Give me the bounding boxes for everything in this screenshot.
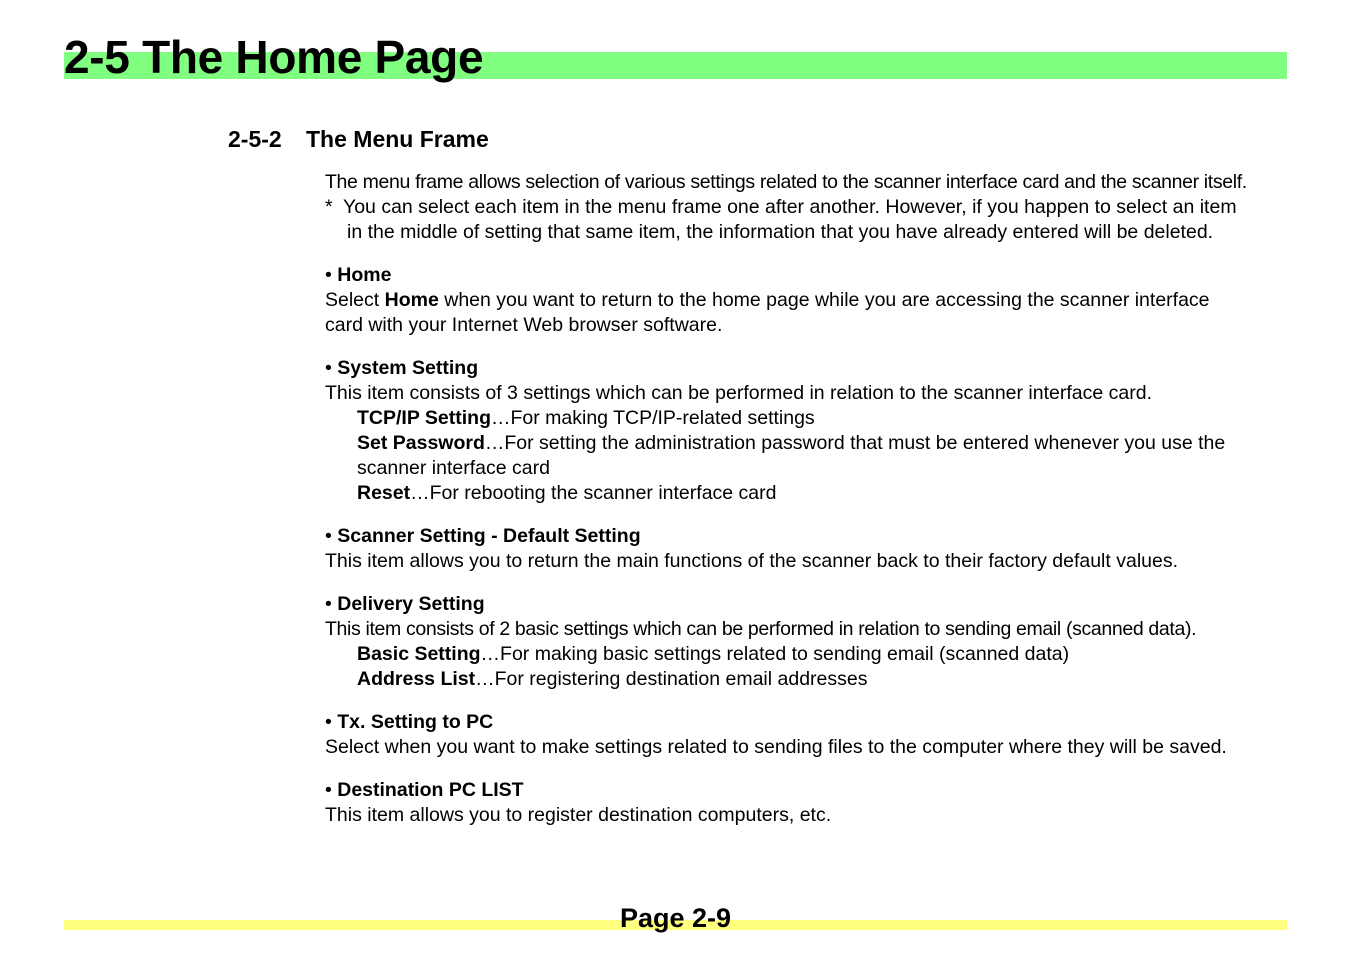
item-delivery-title: Delivery Setting — [337, 593, 485, 615]
item-delivery-heading — [325, 592, 1287, 617]
item-home-desc-prefix: Select — [325, 289, 385, 311]
item-scanner-setting — [325, 524, 1287, 574]
item-system-desc: This item consists of 3 settings which can be performed in relation to the scanner interface card. — [325, 382, 1152, 404]
sub-item-address-list — [325, 667, 1287, 692]
item-scanner-desc: This item allows you to return the main functions of the scanner back to their factory default values. — [325, 550, 1179, 572]
intro-note — [325, 195, 1287, 245]
ellipsis: … — [484, 432, 505, 454]
item-home-desc — [325, 288, 1287, 313]
item-scanner-heading — [325, 524, 1287, 549]
item-home-title: Home — [337, 264, 392, 286]
sub-item-set-password — [325, 431, 1287, 456]
sub-item-text: For setting the administration password that must be entered whenever you use the — [504, 432, 1226, 454]
page-number: Page 2-9 — [620, 903, 732, 933]
item-home-desc-bold: Home — [384, 289, 439, 311]
content-body — [325, 170, 1287, 828]
section-heading — [228, 124, 489, 154]
bullet-icon: • — [325, 711, 332, 733]
sub-item-text: For registering destination email addresses — [494, 668, 868, 690]
item-home-heading — [325, 263, 1287, 288]
item-system-setting — [325, 356, 1287, 506]
sub-item-basic-setting — [325, 642, 1287, 667]
item-home-desc-line2: card with your Internet Web browser software. — [325, 314, 723, 336]
item-tx-heading — [325, 710, 1287, 735]
note-asterisk: * — [325, 196, 333, 218]
sub-item-name: Address List — [357, 668, 476, 690]
intro-text: The menu frame allows selection of various settings related to the scanner interface card and the scanner itself. — [325, 171, 1247, 193]
item-home-desc-rest: when you want to return to the home page while you are accessing the scanner interface — [438, 289, 1210, 311]
item-delivery-setting — [325, 592, 1287, 692]
sub-item-reset — [325, 481, 1287, 506]
ellipsis: … — [475, 668, 495, 690]
item-delivery-desc: This item consists of 2 basic settings which can be performed in relation to sending email (scanned data). — [325, 618, 1197, 640]
item-system-title: System Setting — [337, 357, 479, 379]
bullet-icon: • — [325, 779, 332, 801]
item-destination-heading — [325, 778, 1287, 803]
item-tx-setting — [325, 710, 1287, 760]
section-number: 2-5-2 — [228, 126, 282, 152]
ellipsis: … — [410, 482, 430, 504]
item-tx-desc: Select when you want to make settings related to sending files to the computer where they will be saved. — [325, 736, 1227, 758]
sub-item-text: For rebooting the scanner interface card — [429, 482, 777, 504]
bullet-icon: • — [325, 593, 332, 615]
note-line-1: You can select each item in the menu frame one after another. However, if you happen to select an item — [343, 196, 1237, 218]
bullet-icon: • — [325, 357, 332, 379]
ellipsis: … — [480, 643, 501, 665]
item-tx-title: Tx. Setting to PC — [337, 711, 494, 733]
section-title: The Menu Frame — [306, 126, 489, 152]
bullet-icon: • — [325, 264, 332, 286]
item-scanner-title: Scanner Setting - Default Setting — [337, 525, 641, 547]
sub-item-name: Set Password — [357, 432, 485, 454]
item-system-heading — [325, 356, 1287, 381]
item-destination-list — [325, 778, 1287, 828]
sub-item-name: Basic Setting — [357, 643, 481, 665]
item-destination-desc: This item allows you to register destination computers, etc. — [325, 804, 832, 826]
sub-item-name: TCP/IP Setting — [357, 407, 491, 429]
sub-item-name: Reset — [357, 482, 411, 504]
item-home — [325, 263, 1287, 338]
page-title: 2-5 The Home Page — [64, 31, 484, 83]
sub-item-tcpip — [325, 406, 1287, 431]
ellipsis: … — [491, 407, 511, 429]
bullet-icon: • — [325, 525, 332, 547]
sub-item-text: For making TCP/IP-related settings — [510, 407, 815, 429]
sub-item-set-password-cont: scanner interface card — [357, 457, 550, 479]
note-line-2: in the middle of setting that same item, the information that you have already entered will be deleted. — [347, 221, 1214, 243]
sub-item-text: For making basic settings related to sending email (scanned data) — [500, 643, 1070, 665]
item-destination-title: Destination PC LIST — [337, 779, 524, 801]
